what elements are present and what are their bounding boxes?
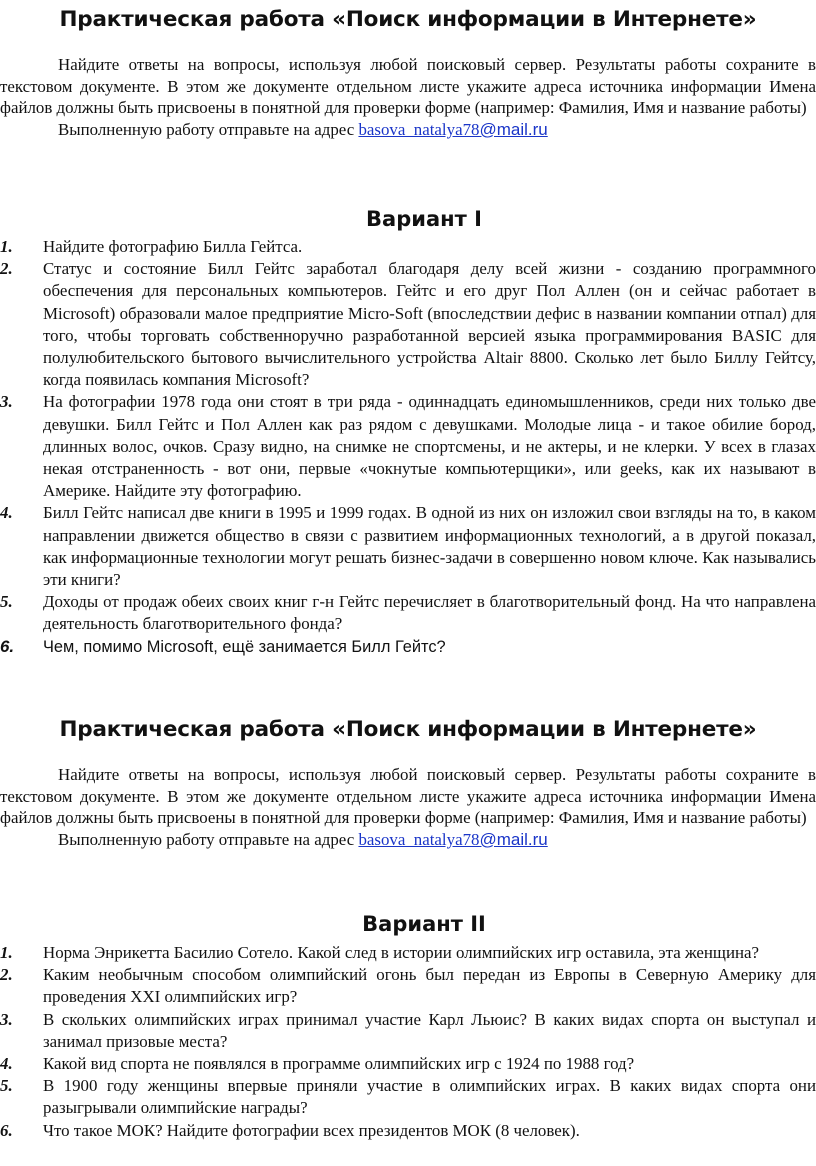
list-item <box>0 964 816 1008</box>
list-item <box>0 942 816 964</box>
question-text: В скольких олимпийских играх принимал участие Карл Льюис? В каких видах спорта он выступал и занимал призовые места? <box>43 1009 816 1051</box>
section2-variant-heading: Вариант II <box>362 912 486 936</box>
list-item <box>0 1120 816 1142</box>
list-item <box>0 636 816 658</box>
question-text: Доходы от продаж обеих своих книг г-н Гейтс перечисляет в благотворительный фонд. На что направлена деятельность благотворительного фонда? <box>43 592 816 634</box>
list-item <box>0 502 816 591</box>
list-item <box>0 591 816 635</box>
section2-intro <box>0 764 816 850</box>
section1-email-user: basova_natalya78 <box>358 119 480 139</box>
section1-title: Практическая работа «Поиск информации в Интернете» <box>59 7 757 32</box>
section1-question-list <box>0 236 816 658</box>
section1-email-link[interactable] <box>358 120 547 139</box>
list-item <box>0 1075 816 1119</box>
section2-send-line <box>0 829 816 851</box>
question-text: Найдите фотографию Билла Гейтса. <box>43 237 303 256</box>
section1-variant-heading: Вариант I <box>366 207 482 231</box>
question-text: На фотографии 1978 года они стоят в три ряда - одиннадцать единомышленников, среди них только две девушки. Билл Гейтс и Пол Аллен как раз рядом с девушками. Молодые лица - и такое обилие бород, длинных волос, очков. Сразу видно, на снимке не спортсмены, и не актеры, и не клерки. У всех в глазах некая отстраненность - вот они, первые «чокнутые компьютерщики», или geeks, как их называют в Америке. Найдите эту фотографию. <box>43 392 816 501</box>
list-item <box>0 1009 816 1053</box>
question-number: 6. <box>0 1120 13 1140</box>
question-number: 1. <box>0 943 13 962</box>
question-text: Какой вид спорта не появлялся в программе олимпийских игр с 1924 по 1988 год? <box>43 1054 635 1074</box>
section1-intro-text: Найдите ответы на вопросы, используя любой поисковый сервер. Результаты работы сохраните в текстовом документе. В этом же документе отдельном листе укажите адреса источника информации Имена файлов должны быть присвоены в понятной для проверки форме (например: Фамилия, Имя и название работы) <box>0 55 816 118</box>
question-number: 3. <box>0 392 13 412</box>
question-number: 2. <box>0 965 13 985</box>
section2-question-list <box>0 942 816 1142</box>
question-text: Что такое МОК? Найдите фотографии всех президентов МОК (8 человек). <box>43 1120 580 1140</box>
section2-email-domain: @mail.ru <box>479 829 548 849</box>
question-text: Норма Энрикетта Басилио Сотело. Какой след в истории олимпийских игр оставила, эта женщина? <box>43 943 760 962</box>
question-text: Статус и состояние Билл Гейтс заработал благодаря делу всей жизни - созданию программного обеспечения для персональных компьютеров. Гейтс и его друг Пол Аллен (он и сейчас работает в Microsoft) образовали малое предприятие Micro-Soft (впоследствии дефис в названии компании отпал) для того, чтобы торговать собственноручно разработанной версией языка программирования BASIC для полулюбительского бытового вычислительного устройства Altair 8800. Сколько лет было Биллу Гейтсу, когда появилась компания Microsoft? <box>43 259 816 390</box>
question-number: 3. <box>0 1009 13 1029</box>
question-number: 1. <box>0 237 13 256</box>
question-text: В 1900 году женщины впервые приняли участие в олимпийских играх. В каких видах спорта они разыгрывали олимпийские награды? <box>43 1076 816 1118</box>
section1-email-domain: @mail.ru <box>479 119 548 139</box>
question-number: 2. <box>0 259 13 279</box>
section1-send-text: Выполненную работу отправьте на адрес <box>58 119 359 139</box>
list-item <box>0 236 816 258</box>
section2-intro-text: Найдите ответы на вопросы, используя любой поисковый сервер. Результаты работы сохраните в текстовом документе. В этом же документе отдельном листе укажите адреса источника информации Имена файлов должны быть присвоены в понятной для проверки форме (например: Фамилия, Имя и название работы) <box>0 765 816 828</box>
question-number: 5. <box>0 592 13 612</box>
question-number: 5. <box>0 1076 13 1096</box>
section1-intro <box>0 54 816 140</box>
section2-email-link[interactable] <box>358 830 547 849</box>
question-number: 4. <box>0 1054 13 1074</box>
question-number: 4. <box>0 503 13 523</box>
question-text: Билл Гейтс написал две книги в 1995 и 1999 годах. В одной из них он изложил свои взгляды на то, в каком направлении движется общество в связи с развитием информационных технологий, а в другой показал, как информационные технологии могут решать бизнес-задачи в совершенно новом ключе. Как назывались эти книги? <box>43 503 816 590</box>
list-item <box>0 1053 816 1075</box>
question-text: Каким необычным способом олимпийский огонь был передан из Европы в Северную Америку для проведения XXI олимпийских игр? <box>43 965 816 1007</box>
list-item <box>0 391 816 502</box>
section1-send-line <box>0 119 816 141</box>
section2-send-text: Выполненную работу отправьте на адрес <box>58 829 359 849</box>
section2-email-user: basova_natalya78 <box>358 829 480 849</box>
question-number: 6. <box>0 636 15 656</box>
section2-title: Практическая работа «Поиск информации в Интернете» <box>59 717 757 742</box>
list-item <box>0 258 816 391</box>
question-text: Чем, помимо Microsoft, ещё занимается Билл Гейтс? <box>43 637 446 656</box>
